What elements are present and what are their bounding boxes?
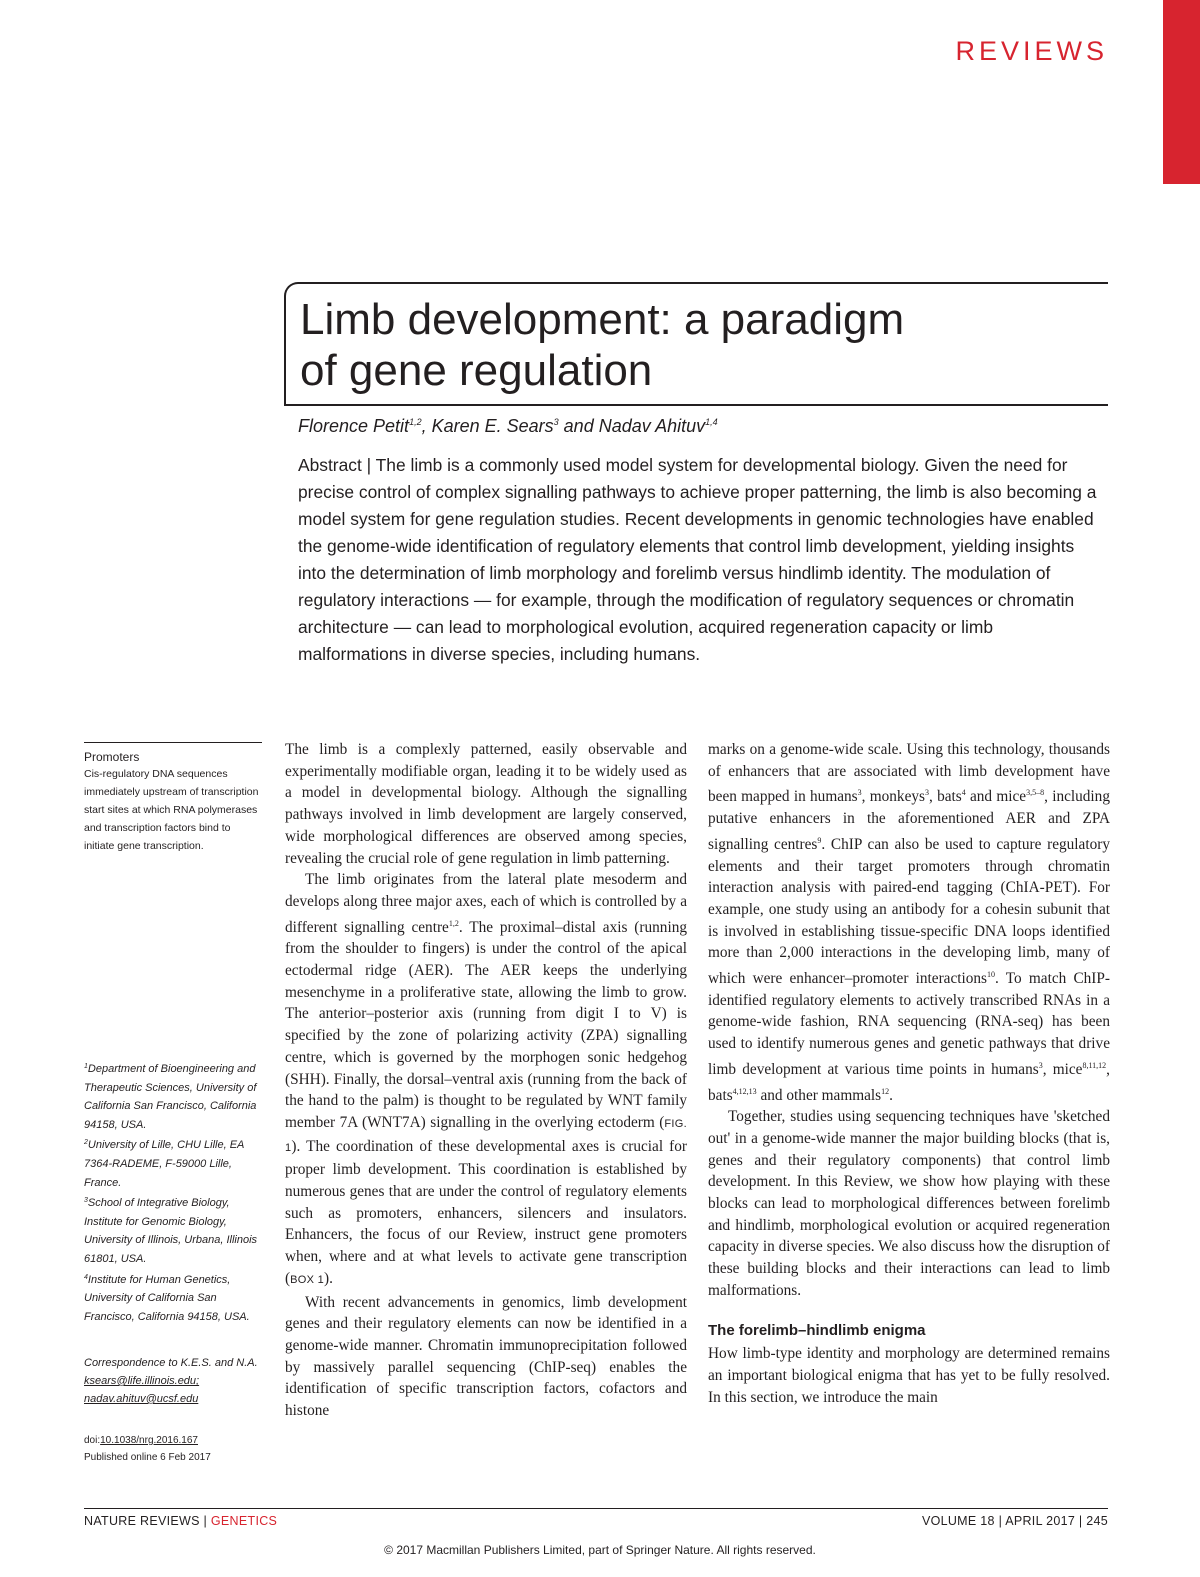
box-ref-link[interactable]: BOX 1 (290, 1273, 325, 1286)
journal-title: NATURE REVIEWS | (84, 1514, 211, 1528)
author-name: Florence Petit (298, 416, 410, 436)
email-link-1[interactable]: ksears@life.illinois.edu; (84, 1375, 200, 1387)
citation-ref: 8,11,12 (1082, 1060, 1107, 1070)
affiliation-item (84, 1269, 264, 1327)
correspondence-text: Correspondence to K.E.S. and N.A. (84, 1357, 258, 1369)
citation-ref: 10 (987, 970, 995, 980)
text-run: ). (324, 1269, 333, 1287)
affiliation-text: University of Lille, CHU Lille, EA 7364-RADEME, F-59000 Lille, France. (84, 1139, 244, 1189)
glossary-rule (84, 742, 262, 743)
body-paragraph (285, 869, 687, 1291)
section-heading: The forelimb–hindlimb enigma (708, 1321, 926, 1339)
author-affiliation-ref: 3 (553, 417, 559, 427)
author-list (298, 416, 1108, 437)
volume-info: VOLUME 18 | APRIL 2017 | 245 (921, 1514, 1108, 1528)
text-run: , bats (708, 1060, 1110, 1104)
text-run: ). The coordination of these developmental axes is crucial for proper limb development. This coordination is established by numerous genes that are under the control of regulatory elements such as promoters, enhancers, silencers and insulators. Enhancers, the focus of our Review, instruct gene promoters when, where and at what levels to activate gene transcription ( (285, 1137, 687, 1287)
citation-ref: 3 (1038, 1060, 1043, 1070)
citation-ref: 9 (817, 835, 822, 845)
glossary-definition: Cis-regulatory DNA sequences immediately upstream of transcription start sites at which RNA polymerases and transcription factors bind to initiate gene transcription. (84, 768, 259, 852)
text-run: . The proximal–distal axis (running from the shoulder to fingers) is under the control of the apical ectodermal ridge (AER). The AER keeps the underlying mesenchyme in a proliferative state, allowing the limb to grow. The anterior–posterior axis (running from digit I to V) is specified by the zone of polarizing activity (ZPA) signalling centre, which is governed by the morphogen sonic hedgehog (SHH). Finally, the dorsal–ventral axis (running from the back of the hand to the palm) is thought to be regulated by WNT family member 7A (WNT7A) signalling in the overlying ectoderm ( (285, 918, 687, 1131)
text-run: , bats (928, 788, 962, 806)
text-run: , including putative enhancers in the aforementioned AER and ZPA signalling centres (708, 788, 1110, 853)
citation-ref: 3,5–8 (1026, 788, 1045, 798)
affiliation-item (84, 1134, 264, 1192)
title-line-1: Limb development: a paradigm (300, 295, 905, 344)
citation-ref: 4 (961, 788, 966, 798)
text-run: The limb originates from the lateral plate mesoderm and develops along three major axes, each of which is controlled by a different signalling centre (285, 871, 687, 936)
text-run: . To match ChIP-identified regulatory elements to actively transcribed RNAs in a genome-wide fashion, RNA sequencing (RNA-seq) has been used to identify numerous genes and genetic pathways that drive limb development at various time points in humans (708, 970, 1110, 1078)
section-color-tab (1163, 0, 1200, 184)
text-run: . (889, 1086, 893, 1104)
affiliation-item (84, 1058, 264, 1134)
citation-ref: 4,12,13 (732, 1086, 757, 1096)
text-run: , monkeys (861, 788, 925, 806)
author-separator: , (421, 416, 432, 436)
citation-ref: 12 (881, 1086, 890, 1096)
body-paragraph: Together, studies using sequencing techniques have 'sketched out' in a genome-wide manner the major building blocks (that is, genes and their regulatory components) that control limb development. In this Review, we show how playing with these blocks can lead to morphological differences between forelimb and hindlimb, morphological evolution or acquired regeneration capacity in diverse species. We also discuss how the disruption of these building blocks and their interactions can lead to limb malformations. (708, 1108, 1110, 1299)
citation-ref: 3 (857, 788, 862, 798)
author-name: Nadav Ahituv (598, 416, 706, 436)
text-run: marks on a genome-wide scale. Using this technology, thousands of enhancers that are associated with limb development have been mapped in humans (708, 741, 1110, 806)
journal-section: GENETICS (210, 1514, 278, 1528)
section-label: REVIEWS (955, 36, 1108, 66)
figure-ref-link[interactable]: FIG. 1 (285, 1117, 687, 1154)
affiliation-text: School of Integrative Biology, Institute for Genomic Biology, University of Illinois, Urbana, Illinois 61801, USA. (84, 1197, 258, 1265)
glossary-box (84, 742, 262, 855)
abstract-label: Abstract | (298, 455, 376, 475)
title-line-2: of gene regulation (300, 346, 653, 395)
affiliation-text: Institute for Human Genetics, University of California San Francisco, California 94158, USA. (84, 1273, 250, 1323)
abstract (298, 452, 1098, 668)
doi-link[interactable]: 10.1038/nrg.2016.167 (100, 1435, 198, 1446)
body-paragraph (708, 739, 1110, 1106)
affiliation-number: 3 (84, 1197, 88, 1205)
author-affiliation-ref: 1,2 (409, 417, 422, 427)
affiliation-number: 2 (84, 1139, 88, 1147)
correspondence (84, 1354, 264, 1408)
author-separator: and (558, 416, 599, 436)
text-run: . ChIP can also be used to capture regulatory elements and their target promoters through chromatin interaction analysis with paired-end tagging (ChIA-PET). For example, one study using an antibody for a cohesin subunit that is involved in establishing tissue-specific DNA loops identified more than 2,000 interactions in the developing limb, many of which were enhancer–promoter interactions (708, 835, 1110, 988)
glossary-term: Promoters (84, 750, 140, 764)
journal-name (84, 1514, 277, 1528)
text-run: , mice (1042, 1060, 1083, 1078)
author-affiliation-ref: 1,4 (705, 417, 718, 427)
affiliation-number: 1 (84, 1063, 88, 1070)
doi-block (84, 1432, 264, 1466)
doi-label: doi: (84, 1435, 101, 1446)
affiliation-number: 4 (84, 1273, 88, 1281)
affiliations (84, 1058, 264, 1326)
footer-rule (84, 1508, 1108, 1509)
affiliation-item (84, 1192, 264, 1268)
body-paragraph: With recent advancements in genomics, limb development genes and their regulatory elements can now be identified in a genome-wide manner. Chromatin immunoprecipitation followed by massively parallel sequencing (ChIP-seq) enables the identification of specific transcription factors, cofactors and histone (285, 1293, 687, 1420)
copyright-notice: © 2017 Macmillan Publishers Limited, part of Springer Nature. All rights reserved. (384, 1543, 816, 1557)
text-run: and other mammals (756, 1086, 882, 1104)
affiliation-text: Department of Bioengineering and Therapeutic Sciences, University of California San Francisco, California 94158, USA. (84, 1063, 257, 1131)
body-column-1 (285, 739, 687, 1422)
author-name: Karen E. Sears (431, 416, 554, 436)
text-run: and mice (965, 788, 1027, 806)
email-link-2[interactable]: nadav.ahituv@ucsf.edu (84, 1393, 199, 1405)
article-title (300, 294, 1100, 396)
body-paragraph: How limb-type identity and morphology are determined remains an important biological enigma that has yet to be fully resolved. In this section, we introduce the main (708, 1345, 1110, 1406)
published-date: Published online 6 Feb 2017 (84, 1452, 211, 1463)
citation-ref: 3 (924, 788, 929, 798)
citation-ref: 1,2 (448, 918, 459, 928)
body-column-2 (708, 739, 1110, 1408)
title-frame (284, 282, 1108, 406)
abstract-text: The limb is a commonly used model system for developmental biology. Given the need for precise control of complex signalling pathways to achieve proper patterning, the limb is also becoming a model system for gene regulation studies. Recent developments in genomic technologies have enabled the genome-wide identification of regulatory elements that control limb development, yielding insights into the determination of limb morphology and forelimb versus hindlimb identity. The modulation of regulatory interactions — for example, through the modification of regulatory sequences or chromatin architecture — can lead to morphological evolution, acquired regeneration capacity or limb malformations in diverse species, including humans. (298, 455, 1097, 664)
body-paragraph: The limb is a complexly patterned, easily observable and experimentally modifiable organ, leading it to be widely used as a model in developmental biology. Although the signalling pathways involved in limb development are largely conserved, wide morphological differences are observed among species, revealing the crucial role of gene regulation in limb patterning. (285, 741, 687, 867)
